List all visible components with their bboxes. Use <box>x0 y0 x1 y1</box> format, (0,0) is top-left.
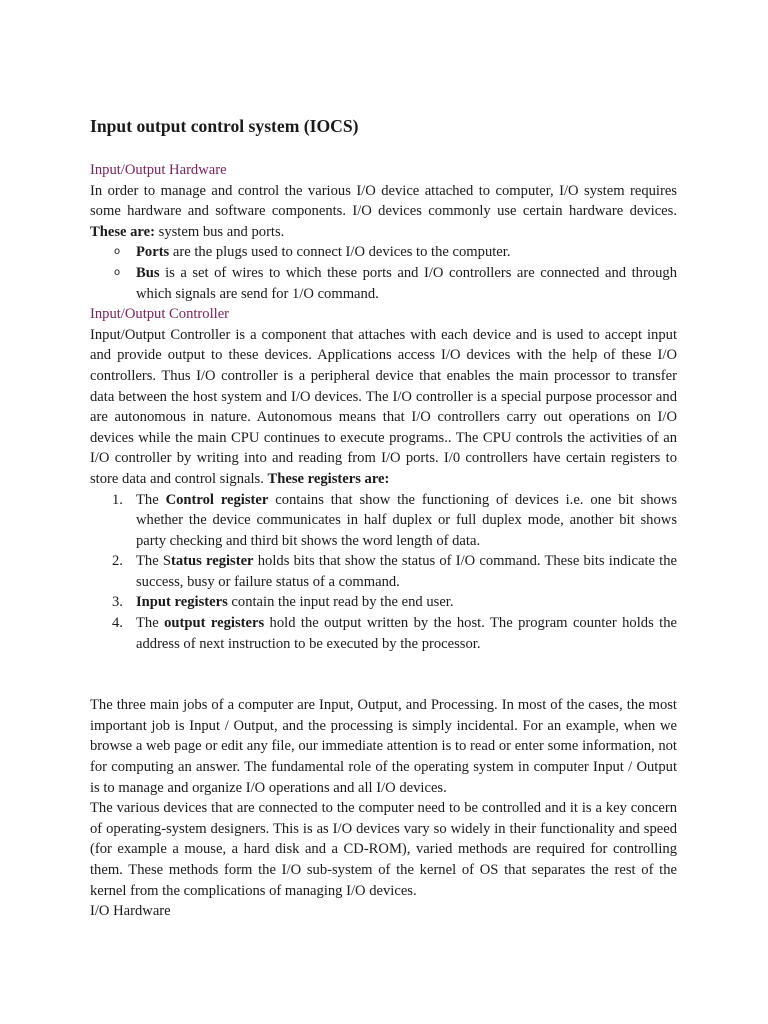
register-list <box>90 490 677 655</box>
bullet-item-bus <box>114 263 677 304</box>
paragraph-spacer <box>90 654 677 695</box>
bullet-circle-icon: o <box>114 246 121 258</box>
io-hardware-intro <box>90 181 677 243</box>
register-term: tatus register <box>171 553 254 570</box>
register-pre: The <box>136 615 159 632</box>
document-page <box>90 114 677 922</box>
closing-heading: I/O Hardware <box>90 903 171 920</box>
register-item-output <box>112 613 677 654</box>
controller-body-text: Input/Output Controller is a component that attaches with each device and is used to accept input and provide output to these devices. Applications access I/O devices with the help of these I/O controllers. Thus I/O controller is a peripheral device that enables the main processor to transfer data between the host system and I/O devices. The I/O controller is a special purpose processor and are autonomous in nature. Autonomous means that I/O controllers carry out operations on I/O devices while the main CPU continues to execute programs.. The CPU controls the activities of an I/O controller by writing into and reading from I/O ports. I/0 controllers have certain registers to store data and control signals. <box>90 326 677 487</box>
intro-text: In order to manage and control the various I/O device attached to computer, I/O system requires some hardware and software components. I/O devices commonly use certain hardware devices. <box>90 182 677 220</box>
register-text: contain the input read by the end user. <box>231 594 454 611</box>
bullet-text: are the plugs used to connect I/O devices to the computer. <box>172 244 511 261</box>
register-term: output registers <box>164 615 265 632</box>
register-text: contains that show the functioning of devices i.e. one bit shows whether the device communicates in half duplex or full duplex mode, another bit shows party checking and third bit shows the word length of data. <box>136 491 678 549</box>
bullet-term: Ports <box>136 244 170 261</box>
register-text: holds bits that show the status of I/O command. These bits indicate the success, busy or failure status of a command. <box>136 553 677 590</box>
list-number: 1. <box>112 491 123 508</box>
register-term: Control register <box>165 491 269 508</box>
bullet-text: is a set of wires to which these ports and I/O controllers are connected and through which signals are send for 1/O command. <box>136 264 677 302</box>
intro-bold: These are: <box>90 223 155 240</box>
register-term: Input registers <box>136 594 228 611</box>
register-item-status <box>112 551 677 592</box>
paragraph-devices-control: The various devices that are connected to the computer need to be controlled and it is a key concern of operating-system designers. This is as I/O devices vary so widely in their functionality and speed (for example a mouse, a hard disk and a CD-ROM), varied methods are required for controlling them. These methods form the I/O sub-system of the kernel of OS that separates the rest of the kernel from the complications of managing I/O devices. <box>90 800 677 899</box>
register-pre: The S <box>136 553 171 570</box>
register-text: hold the output written by the host. The program counter holds the address of next instruction to be executed by the processor. <box>136 615 677 652</box>
register-pre: The <box>136 491 159 508</box>
register-item-input <box>112 592 677 613</box>
document-title: Input output control system (IOCS) <box>90 116 359 136</box>
bullet-term: Bus <box>136 264 160 281</box>
intro-tail: system bus and ports. <box>158 223 285 240</box>
section-heading-io-hardware: Input/Output Hardware <box>90 162 227 178</box>
bullet-item-ports <box>114 242 677 263</box>
bullet-circle-icon: o <box>114 266 121 278</box>
io-controller-body <box>90 325 677 490</box>
section-heading-io-controller: Input/Output Controller <box>90 306 230 323</box>
list-number: 2. <box>112 553 123 570</box>
list-number: 4. <box>112 615 123 632</box>
controller-body-bold: These registers are: <box>267 470 390 487</box>
paragraph-main-jobs: The three main jobs of a computer are Input, Output, and Processing. In most of the cases, the most important job is Input / Output, and the processing is simply incidental. For an example, when we browse a web page or edit any file, our immediate attention is to read or enter some information, not for computing an answer. The fundamental role of the operating system in computer Input / Output is to manage and organize I/O operations and all I/O devices. <box>90 697 677 796</box>
hardware-bullet-list <box>90 242 677 304</box>
register-item-control <box>112 490 678 552</box>
list-number: 3. <box>112 594 123 611</box>
